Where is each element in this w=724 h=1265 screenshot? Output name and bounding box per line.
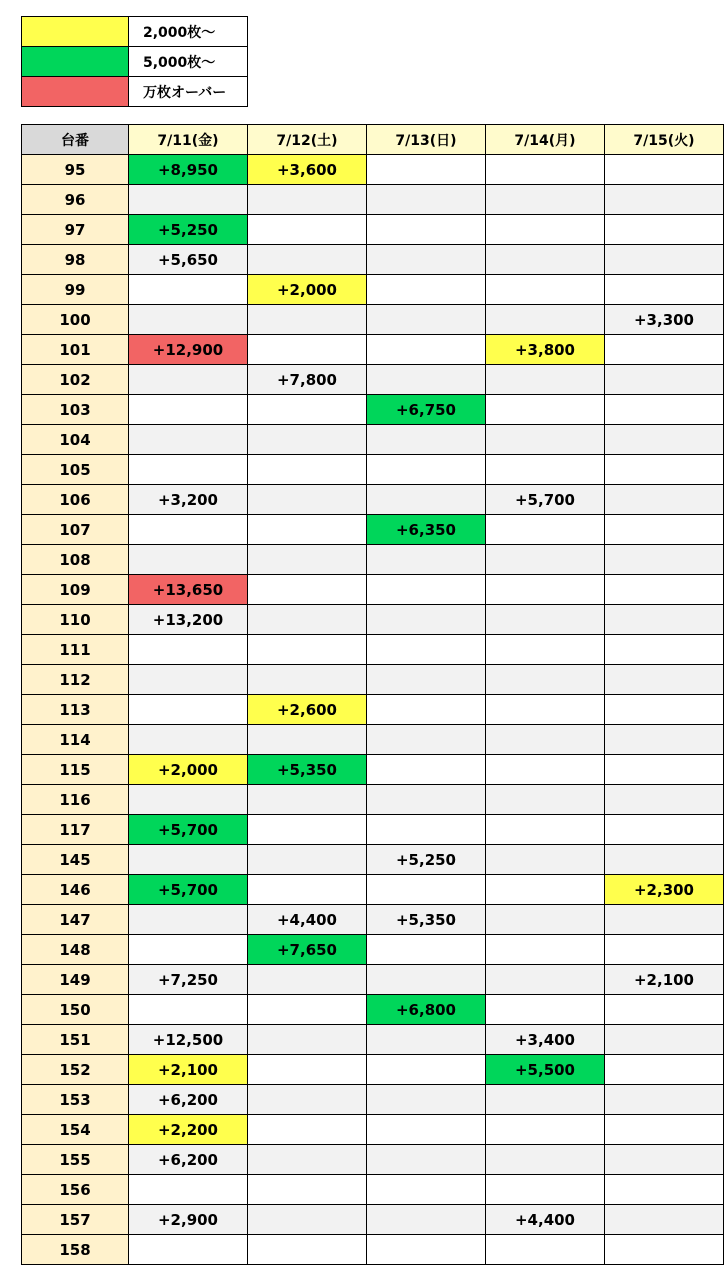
legend-label: 万枚オーバー bbox=[129, 77, 248, 107]
machine-number-cell: 103 bbox=[22, 395, 129, 425]
table-row bbox=[22, 545, 724, 575]
table-row bbox=[22, 875, 724, 905]
result-cell: +2,900 bbox=[129, 1205, 248, 1235]
result-cell bbox=[605, 1145, 724, 1175]
machine-number-cell: 105 bbox=[22, 455, 129, 485]
result-cell: +5,350 bbox=[248, 755, 367, 785]
machine-number-cell: 147 bbox=[22, 905, 129, 935]
table-row bbox=[22, 1055, 724, 1085]
result-cell bbox=[367, 875, 486, 905]
table-row bbox=[22, 935, 724, 965]
result-cell bbox=[367, 965, 486, 995]
result-cell bbox=[129, 1235, 248, 1265]
result-cell bbox=[605, 455, 724, 485]
result-cell: +6,800 bbox=[367, 995, 486, 1025]
result-cell bbox=[605, 665, 724, 695]
result-cell bbox=[129, 785, 248, 815]
result-cell bbox=[367, 425, 486, 455]
table-row bbox=[22, 1235, 724, 1265]
result-cell: +4,400 bbox=[248, 905, 367, 935]
result-cell: +3,200 bbox=[129, 485, 248, 515]
result-cell bbox=[129, 455, 248, 485]
result-cell: +5,700 bbox=[486, 485, 605, 515]
result-cell: +6,750 bbox=[367, 395, 486, 425]
result-cell bbox=[605, 155, 724, 185]
result-cell bbox=[129, 845, 248, 875]
machine-number-cell: 155 bbox=[22, 1145, 129, 1175]
result-cell bbox=[486, 635, 605, 665]
result-cell bbox=[605, 425, 724, 455]
result-cell bbox=[367, 1205, 486, 1235]
legend-row bbox=[22, 47, 248, 77]
table-row bbox=[22, 1145, 724, 1175]
result-cell: +2,100 bbox=[605, 965, 724, 995]
result-cell bbox=[367, 815, 486, 845]
result-cell bbox=[367, 1085, 486, 1115]
table-row bbox=[22, 695, 724, 725]
result-cell: +2,000 bbox=[129, 755, 248, 785]
legend-body bbox=[22, 17, 248, 107]
result-cell bbox=[129, 425, 248, 455]
result-cell bbox=[605, 1115, 724, 1145]
result-cell bbox=[248, 1205, 367, 1235]
machine-number-cell: 154 bbox=[22, 1115, 129, 1145]
result-cell: +8,950 bbox=[129, 155, 248, 185]
result-cell bbox=[248, 665, 367, 695]
table-row bbox=[22, 335, 724, 365]
result-cell: +12,900 bbox=[129, 335, 248, 365]
machine-number-cell: 153 bbox=[22, 1085, 129, 1115]
result-cell bbox=[605, 755, 724, 785]
table-row bbox=[22, 785, 724, 815]
machine-number-cell: 95 bbox=[22, 155, 129, 185]
result-cell bbox=[129, 635, 248, 665]
result-cell bbox=[129, 395, 248, 425]
result-cell bbox=[367, 245, 486, 275]
result-cell bbox=[248, 185, 367, 215]
legend-row bbox=[22, 17, 248, 47]
result-cell bbox=[605, 905, 724, 935]
result-cell bbox=[248, 395, 367, 425]
result-cell bbox=[486, 785, 605, 815]
result-cell bbox=[248, 635, 367, 665]
result-cell bbox=[486, 575, 605, 605]
legend-swatch bbox=[22, 77, 129, 107]
result-cell bbox=[486, 845, 605, 875]
result-cell bbox=[605, 365, 724, 395]
result-cell bbox=[486, 665, 605, 695]
legend-label: 2,000枚～ bbox=[129, 17, 248, 47]
result-cell bbox=[248, 545, 367, 575]
date-column-header: 7/11(金) bbox=[129, 125, 248, 155]
table-row bbox=[22, 665, 724, 695]
result-cell bbox=[367, 1115, 486, 1145]
table-row bbox=[22, 515, 724, 545]
result-cell bbox=[605, 1175, 724, 1205]
machine-number-cell: 148 bbox=[22, 935, 129, 965]
table-row bbox=[22, 815, 724, 845]
machine-number-cell: 112 bbox=[22, 665, 129, 695]
table-row bbox=[22, 305, 724, 335]
table-row bbox=[22, 455, 724, 485]
table-row bbox=[22, 1175, 724, 1205]
result-cell bbox=[605, 515, 724, 545]
result-cell bbox=[486, 875, 605, 905]
result-cell bbox=[248, 215, 367, 245]
result-cell bbox=[605, 1085, 724, 1115]
result-cell: +2,300 bbox=[605, 875, 724, 905]
result-cell bbox=[486, 965, 605, 995]
machine-number-cell: 150 bbox=[22, 995, 129, 1025]
machine-number-cell: 97 bbox=[22, 215, 129, 245]
result-cell bbox=[486, 185, 605, 215]
result-cell bbox=[605, 605, 724, 635]
machine-number-cell: 109 bbox=[22, 575, 129, 605]
result-cell bbox=[248, 815, 367, 845]
result-cell bbox=[248, 575, 367, 605]
result-cell bbox=[486, 1085, 605, 1115]
result-cell bbox=[248, 245, 367, 275]
result-cell: +7,800 bbox=[248, 365, 367, 395]
result-cell bbox=[605, 575, 724, 605]
machine-number-cell: 115 bbox=[22, 755, 129, 785]
result-cell bbox=[248, 455, 367, 485]
result-cell bbox=[248, 425, 367, 455]
machine-number-cell: 117 bbox=[22, 815, 129, 845]
result-cell bbox=[367, 155, 486, 185]
result-cell bbox=[486, 695, 605, 725]
legend-swatch bbox=[22, 17, 129, 47]
result-cell bbox=[486, 815, 605, 845]
machine-number-cell: 106 bbox=[22, 485, 129, 515]
result-cell bbox=[486, 545, 605, 575]
result-cell bbox=[605, 935, 724, 965]
result-cell bbox=[367, 635, 486, 665]
result-cell bbox=[248, 1025, 367, 1055]
table-row bbox=[22, 635, 724, 665]
result-cell bbox=[367, 305, 486, 335]
table-row bbox=[22, 845, 724, 875]
result-cell bbox=[605, 1055, 724, 1085]
result-cell: +13,650 bbox=[129, 575, 248, 605]
result-cell bbox=[248, 995, 367, 1025]
table-row bbox=[22, 605, 724, 635]
machine-number-cell: 101 bbox=[22, 335, 129, 365]
result-cell: +6,350 bbox=[367, 515, 486, 545]
table-row bbox=[22, 1205, 724, 1235]
result-cell: +6,200 bbox=[129, 1085, 248, 1115]
result-cell bbox=[367, 605, 486, 635]
machine-number-header: 台番 bbox=[22, 125, 129, 155]
machine-number-cell: 99 bbox=[22, 275, 129, 305]
result-cell: +7,250 bbox=[129, 965, 248, 995]
machine-number-cell: 158 bbox=[22, 1235, 129, 1265]
result-cell bbox=[248, 335, 367, 365]
result-cell bbox=[486, 425, 605, 455]
table-row bbox=[22, 185, 724, 215]
result-cell bbox=[248, 1175, 367, 1205]
machine-number-cell: 145 bbox=[22, 845, 129, 875]
result-cell bbox=[486, 395, 605, 425]
result-cell bbox=[605, 695, 724, 725]
result-cell bbox=[129, 365, 248, 395]
result-cell: +3,800 bbox=[486, 335, 605, 365]
result-cell bbox=[486, 215, 605, 245]
result-cell: +2,200 bbox=[129, 1115, 248, 1145]
result-cell bbox=[605, 245, 724, 275]
result-cell: +5,700 bbox=[129, 875, 248, 905]
result-cell bbox=[486, 935, 605, 965]
result-cell bbox=[129, 665, 248, 695]
result-cell bbox=[248, 485, 367, 515]
result-cell bbox=[129, 545, 248, 575]
result-cell bbox=[605, 1235, 724, 1265]
result-cell bbox=[605, 335, 724, 365]
result-cell bbox=[367, 1175, 486, 1205]
result-cell bbox=[248, 605, 367, 635]
result-cell bbox=[367, 755, 486, 785]
result-cell: +4,400 bbox=[486, 1205, 605, 1235]
table-row bbox=[22, 1085, 724, 1115]
legend-row bbox=[22, 77, 248, 107]
result-cell bbox=[486, 995, 605, 1025]
table-row bbox=[22, 245, 724, 275]
result-cell bbox=[486, 1115, 605, 1145]
result-cell bbox=[248, 1145, 367, 1175]
result-cell: +12,500 bbox=[129, 1025, 248, 1055]
legend-swatch bbox=[22, 47, 129, 77]
result-cell bbox=[605, 215, 724, 245]
result-cell bbox=[486, 1175, 605, 1205]
result-cell bbox=[486, 1235, 605, 1265]
table-row bbox=[22, 275, 724, 305]
result-cell bbox=[367, 365, 486, 395]
result-cell bbox=[605, 545, 724, 575]
result-cell bbox=[605, 485, 724, 515]
result-cell bbox=[367, 545, 486, 575]
result-cell bbox=[248, 845, 367, 875]
result-cell: +7,650 bbox=[248, 935, 367, 965]
result-cell bbox=[129, 275, 248, 305]
result-cell bbox=[367, 1055, 486, 1085]
result-cell bbox=[605, 635, 724, 665]
header-row bbox=[22, 125, 724, 155]
machine-number-cell: 100 bbox=[22, 305, 129, 335]
table-row bbox=[22, 755, 724, 785]
machine-number-cell: 108 bbox=[22, 545, 129, 575]
result-cell bbox=[486, 155, 605, 185]
legend-label: 5,000枚～ bbox=[129, 47, 248, 77]
table-row bbox=[22, 575, 724, 605]
table-row bbox=[22, 905, 724, 935]
result-cell bbox=[129, 725, 248, 755]
result-cell bbox=[367, 1025, 486, 1055]
result-cell bbox=[486, 1145, 605, 1175]
table-row bbox=[22, 1115, 724, 1145]
result-cell: +5,500 bbox=[486, 1055, 605, 1085]
date-column-header: 7/14(月) bbox=[486, 125, 605, 155]
result-cell bbox=[605, 785, 724, 815]
result-cell: +5,650 bbox=[129, 245, 248, 275]
result-cell bbox=[486, 515, 605, 545]
result-cell bbox=[367, 215, 486, 245]
result-cell bbox=[486, 455, 605, 485]
result-cell bbox=[367, 935, 486, 965]
result-cell bbox=[248, 785, 367, 815]
machine-number-cell: 157 bbox=[22, 1205, 129, 1235]
results-body bbox=[22, 155, 724, 1265]
result-cell: +5,350 bbox=[367, 905, 486, 935]
result-cell bbox=[605, 725, 724, 755]
table-row bbox=[22, 155, 724, 185]
machine-number-cell: 102 bbox=[22, 365, 129, 395]
result-cell bbox=[486, 905, 605, 935]
result-cell bbox=[248, 725, 367, 755]
result-cell bbox=[605, 1025, 724, 1055]
table-row bbox=[22, 425, 724, 455]
result-cell bbox=[486, 245, 605, 275]
result-cell bbox=[248, 965, 367, 995]
result-cell: +3,400 bbox=[486, 1025, 605, 1055]
result-cell: +3,600 bbox=[248, 155, 367, 185]
date-column-header: 7/13(日) bbox=[367, 125, 486, 155]
date-column-header: 7/12(土) bbox=[248, 125, 367, 155]
result-cell bbox=[367, 335, 486, 365]
machine-number-cell: 111 bbox=[22, 635, 129, 665]
table-row bbox=[22, 485, 724, 515]
table-row bbox=[22, 725, 724, 755]
results-table bbox=[21, 124, 724, 1265]
result-cell bbox=[367, 185, 486, 215]
machine-number-cell: 107 bbox=[22, 515, 129, 545]
result-cell bbox=[367, 695, 486, 725]
machine-number-cell: 110 bbox=[22, 605, 129, 635]
result-cell bbox=[248, 515, 367, 545]
result-cell bbox=[248, 305, 367, 335]
result-cell bbox=[486, 605, 605, 635]
result-cell: +2,000 bbox=[248, 275, 367, 305]
result-cell bbox=[486, 725, 605, 755]
date-column-header: 7/15(火) bbox=[605, 125, 724, 155]
machine-number-cell: 96 bbox=[22, 185, 129, 215]
machine-number-cell: 114 bbox=[22, 725, 129, 755]
legend-table bbox=[21, 16, 248, 107]
machine-number-cell: 152 bbox=[22, 1055, 129, 1085]
result-cell: +5,700 bbox=[129, 815, 248, 845]
result-cell bbox=[129, 995, 248, 1025]
result-cell: +6,200 bbox=[129, 1145, 248, 1175]
machine-number-cell: 149 bbox=[22, 965, 129, 995]
result-cell bbox=[129, 695, 248, 725]
result-cell bbox=[367, 275, 486, 305]
table-row bbox=[22, 1025, 724, 1055]
result-cell bbox=[605, 995, 724, 1025]
result-cell: +2,600 bbox=[248, 695, 367, 725]
result-cell bbox=[367, 455, 486, 485]
result-cell bbox=[367, 1235, 486, 1265]
result-cell bbox=[486, 755, 605, 785]
result-cell bbox=[367, 665, 486, 695]
results-header bbox=[22, 125, 724, 155]
result-cell bbox=[248, 875, 367, 905]
result-cell bbox=[367, 1145, 486, 1175]
result-cell bbox=[248, 1055, 367, 1085]
result-cell: +5,250 bbox=[367, 845, 486, 875]
table-row bbox=[22, 395, 724, 425]
result-cell bbox=[367, 725, 486, 755]
result-cell bbox=[129, 185, 248, 215]
result-cell: +13,200 bbox=[129, 605, 248, 635]
result-cell: +3,300 bbox=[605, 305, 724, 335]
result-cell bbox=[367, 785, 486, 815]
machine-number-cell: 146 bbox=[22, 875, 129, 905]
result-cell bbox=[367, 575, 486, 605]
result-cell bbox=[605, 395, 724, 425]
result-cell bbox=[129, 515, 248, 545]
result-cell: +5,250 bbox=[129, 215, 248, 245]
table-row bbox=[22, 215, 724, 245]
machine-number-cell: 98 bbox=[22, 245, 129, 275]
result-cell bbox=[248, 1085, 367, 1115]
result-cell bbox=[605, 275, 724, 305]
result-cell bbox=[605, 1205, 724, 1235]
machine-number-cell: 116 bbox=[22, 785, 129, 815]
result-cell bbox=[486, 365, 605, 395]
result-cell: +2,100 bbox=[129, 1055, 248, 1085]
machine-number-cell: 113 bbox=[22, 695, 129, 725]
result-cell bbox=[605, 185, 724, 215]
result-cell bbox=[129, 935, 248, 965]
table-row bbox=[22, 965, 724, 995]
machine-number-cell: 156 bbox=[22, 1175, 129, 1205]
result-cell bbox=[605, 815, 724, 845]
table-row bbox=[22, 365, 724, 395]
result-cell bbox=[367, 485, 486, 515]
result-cell bbox=[248, 1235, 367, 1265]
machine-number-cell: 104 bbox=[22, 425, 129, 455]
result-cell bbox=[486, 275, 605, 305]
result-cell bbox=[129, 1175, 248, 1205]
result-cell bbox=[129, 305, 248, 335]
result-cell bbox=[486, 305, 605, 335]
table-row bbox=[22, 995, 724, 1025]
result-cell bbox=[129, 905, 248, 935]
machine-number-cell: 151 bbox=[22, 1025, 129, 1055]
result-cell bbox=[248, 1115, 367, 1145]
result-cell bbox=[605, 845, 724, 875]
